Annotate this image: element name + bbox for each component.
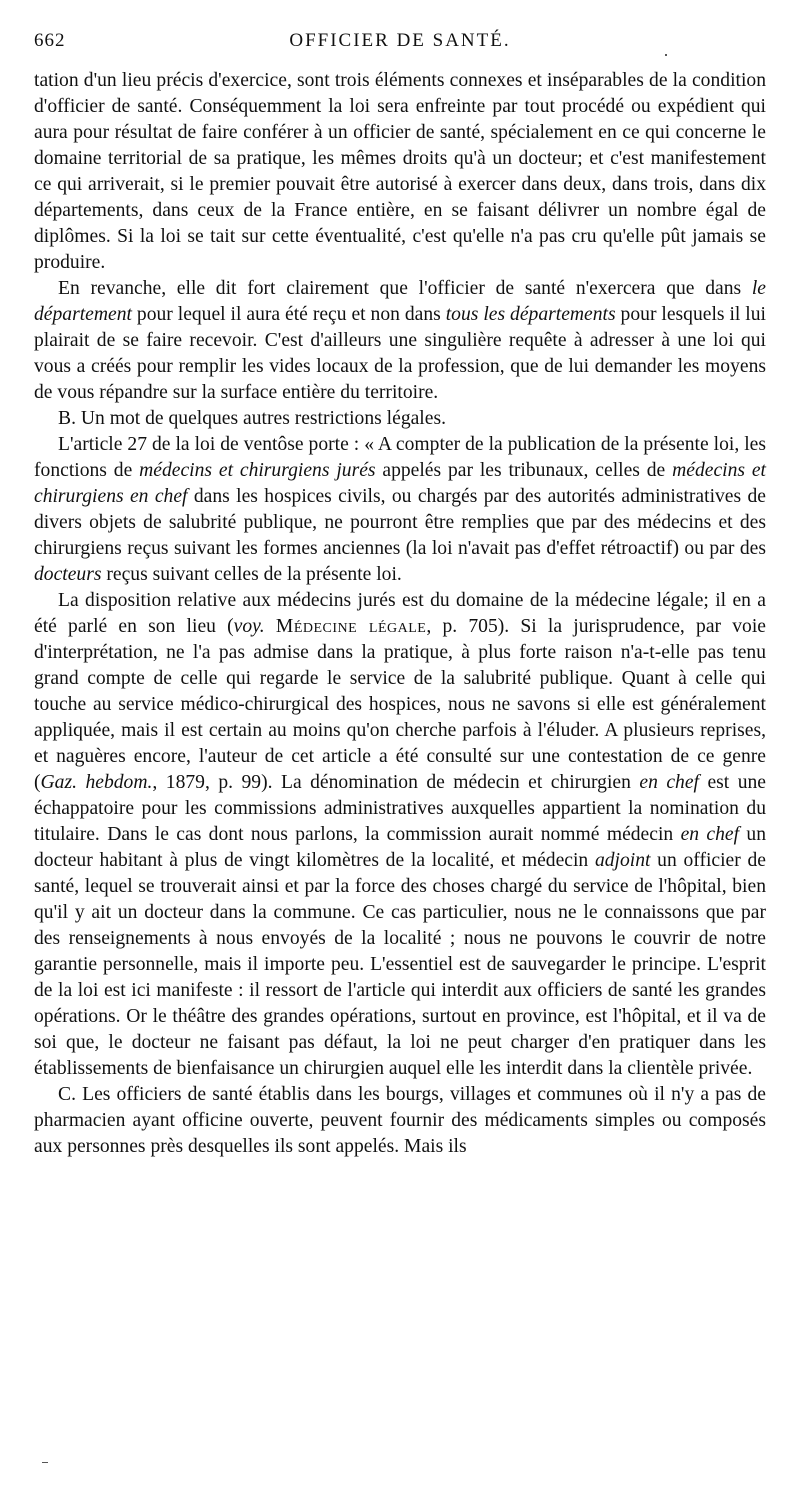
p5-text-f: , 1879, p. 99). La dénomination de médecin et chirurgien bbox=[152, 772, 640, 793]
p2-text-e: pour lesquels il lui plairait de se faire recevoir. C'est d'ailleurs une singulière requête à adresser à une loi qui vous a créés pour remplir les vides locaux de la profession, que de lui demander les moyens de vous répandre sur la surface entière du territoire. bbox=[34, 304, 766, 403]
print-speck bbox=[665, 54, 667, 56]
p5-text-l: un officier de santé, lequel se trouverait ainsi et par la force des choses chargé du service de l'hôpital, bien qu'il y ait un docteur dans la commune. Ce cas particulier, nous ne le connaissons que par des renseignements à nous envoyés de la localité ; nous ne pouvons le couvrir de notre garantie personnelle, mais il importe peu. L'essentiel est de sauvegarder le principe. L'esprit de la loi est ici manifeste : il ressort de l'article qui interdit aux officiers de santé les grandes opérations. Or le théâtre des grandes opérations, surtout en province, est l'hôpital, et il va de soi que, le docteur ne faisant pas défaut, la loi ne peut charger d'en pratiquer dans les établissements de bienfaisance un chirurgien auquel elle les interdit dans la clientèle privée. bbox=[34, 850, 766, 1079]
p4-text-g: reçus suivant celles de la présente loi. bbox=[101, 564, 402, 585]
p4-italic-en-chef: médecins et chirurgiens en chef bbox=[34, 460, 767, 507]
page-number: 662 bbox=[34, 30, 66, 51]
running-title: OFFICIER DE SANTÉ. bbox=[289, 30, 511, 51]
p2-italic-tous-les-departements: tous les départements bbox=[445, 304, 616, 325]
p2-text-a: En revanche, elle dit fort clairement que l'officier de santé n'exercera que dans bbox=[58, 278, 752, 299]
p5-italic-en-chef-2: en chef bbox=[680, 824, 740, 845]
p5-text-d: , p. 705). Si la jurisprudence, par voie d'interprétation, ne l'a pas admise dans la pratique, à plus forte raison n'a-t-elle pas tenu grand compte de celle qui regarde le service de la salubrité publique. Quant à celle qui touche au service médico-chirurgical des hospices, nous ne savons si elle est généralement appliquée, mais il est certain au moins qu'on cherche parfois à l'éluder. A plusieurs reprises, et naguères encore, l'auteur de cet article a été consulté sur une contestation de ce genre ( bbox=[34, 616, 766, 793]
p5-italic-voy: voy. bbox=[233, 616, 265, 637]
p2-italic-le-departement: le département bbox=[34, 278, 766, 325]
p2-text-c: pour lequel il aura été reçu et non dans bbox=[131, 304, 446, 325]
p5-text-a: La disposition relative aux médecins jurés est du domaine de la médecine légale; il en a été parlé en son lieu ( bbox=[34, 590, 766, 637]
p4-text-c: appelés par les tribunaux, celles de bbox=[375, 460, 673, 481]
body-text bbox=[34, 68, 766, 1160]
paragraph-5 bbox=[34, 588, 766, 1082]
p5-text-h: est une échappatoire pour les commissions administratives auxquelles appartient la nomination du titulaire. Dans le cas dont nous parlons, la commission aurait nommé médecin bbox=[34, 772, 766, 845]
paragraph-1: tation d'un lieu précis d'exercice, sont trois éléments connexes et inséparables de la condition d'officier de santé. Conséquemment la loi sera enfreinte par tout procédé ou expédient qui aura pour résultat de faire conférer à un officier de santé, spécialement en ce qui concerne le domaine territorial de sa pratique, les mêmes droits qu'à un docteur; et c'est manifestement ce qui arriverait, si le premier pouvait être autorisé à exercer dans deux, dans trois, dans dix départements, dans ceux de la France entière, en se faisant délivrer un nombre égal de diplômes. Si la loi se tait sur cette éventualité, c'est qu'elle n'a pas cru qu'elle pût jamais se produire. bbox=[34, 70, 766, 273]
p5-italic-adjoint: adjoint bbox=[594, 850, 651, 871]
page-header bbox=[34, 30, 766, 60]
paragraph-3-section-b: B. Un mot de quelques autres restrictions légales. bbox=[58, 408, 446, 429]
p5-text-j: un docteur habitant à plus de vingt kilomètres de la localité, et médecin bbox=[34, 824, 766, 871]
p5-italic-en-chef-1: en chef bbox=[639, 772, 699, 793]
p4-text-a: L'article 27 de la loi de ventôse porte : « A compter de la publication de la présente loi, les fonctions de bbox=[34, 434, 766, 481]
p5-italic-gaz-hebdom: Gaz. hebdom. bbox=[40, 772, 153, 793]
p4-italic-medecins-jures: médecins et chirurgiens jurés bbox=[139, 460, 376, 481]
paragraph-4-quote bbox=[34, 432, 766, 588]
p5-ref-medecine-legale: Médecine légale bbox=[275, 616, 427, 637]
p4-italic-docteurs: docteurs bbox=[34, 564, 102, 585]
paragraph-6-section-c: C. Les officiers de santé établis dans les bourgs, villages et communes où il n'y a pas de pharmacien ayant officine ouverte, peuvent fournir des médicaments simples ou composés aux personnes près desquelles ils sont appelés. Mais ils bbox=[34, 1084, 766, 1157]
print-speck bbox=[42, 1462, 48, 1463]
p4-text-e: dans les hospices civils, ou chargés par des autorités administratives de divers objets de salubrité publique, ne pourront être remplies que par des médecins et des chirurgiens reçus suivant les formes anciennes (la loi n'avait pas d'effet rétroactif) ou par des bbox=[34, 486, 766, 559]
paragraph-2 bbox=[34, 276, 766, 406]
